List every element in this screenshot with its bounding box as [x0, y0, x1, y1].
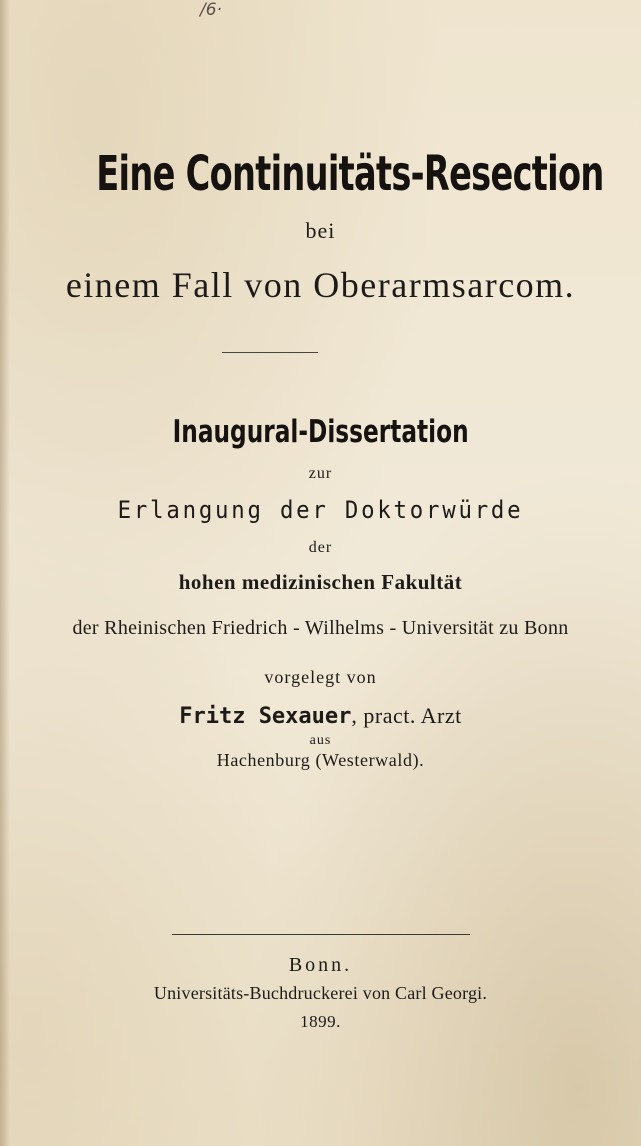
divider-long [172, 934, 470, 935]
subtitle: einem Fall von Oberarmsarcom. [65, 265, 576, 305]
author-origin: Hachenburg (Westerwald). [216, 750, 425, 770]
degree-line: Erlangung der Doktorwürde [117, 496, 524, 524]
publication-year: 1899. [300, 1012, 341, 1031]
author-line [0, 703, 641, 729]
title: Eine Continuitäts-Resection [96, 146, 604, 202]
der-text: der [308, 539, 333, 556]
author-role: , pract. Arzt [351, 703, 462, 728]
dissertation-heading: Inaugural-Dissertation [172, 414, 469, 450]
author-name: Fritz Sexauer [179, 704, 352, 729]
aus-text: aus [309, 733, 332, 748]
printer: Universitäts-Buchdruckerei von Carl Georgi. [153, 983, 488, 1003]
presented-by: vorgelegt von [264, 667, 377, 687]
pencil-annotation: /6· [200, 0, 222, 20]
publication-city: Bonn. [288, 954, 353, 976]
title-connector: bei [305, 218, 336, 243]
university-line: der Rheinischen Friedrich - Wilhelms - Universität zu Bonn [72, 617, 569, 639]
zur-text: zur [308, 465, 333, 482]
divider-short [222, 352, 318, 353]
faculty-line: hohen medizinischen Fakultät [178, 570, 463, 594]
